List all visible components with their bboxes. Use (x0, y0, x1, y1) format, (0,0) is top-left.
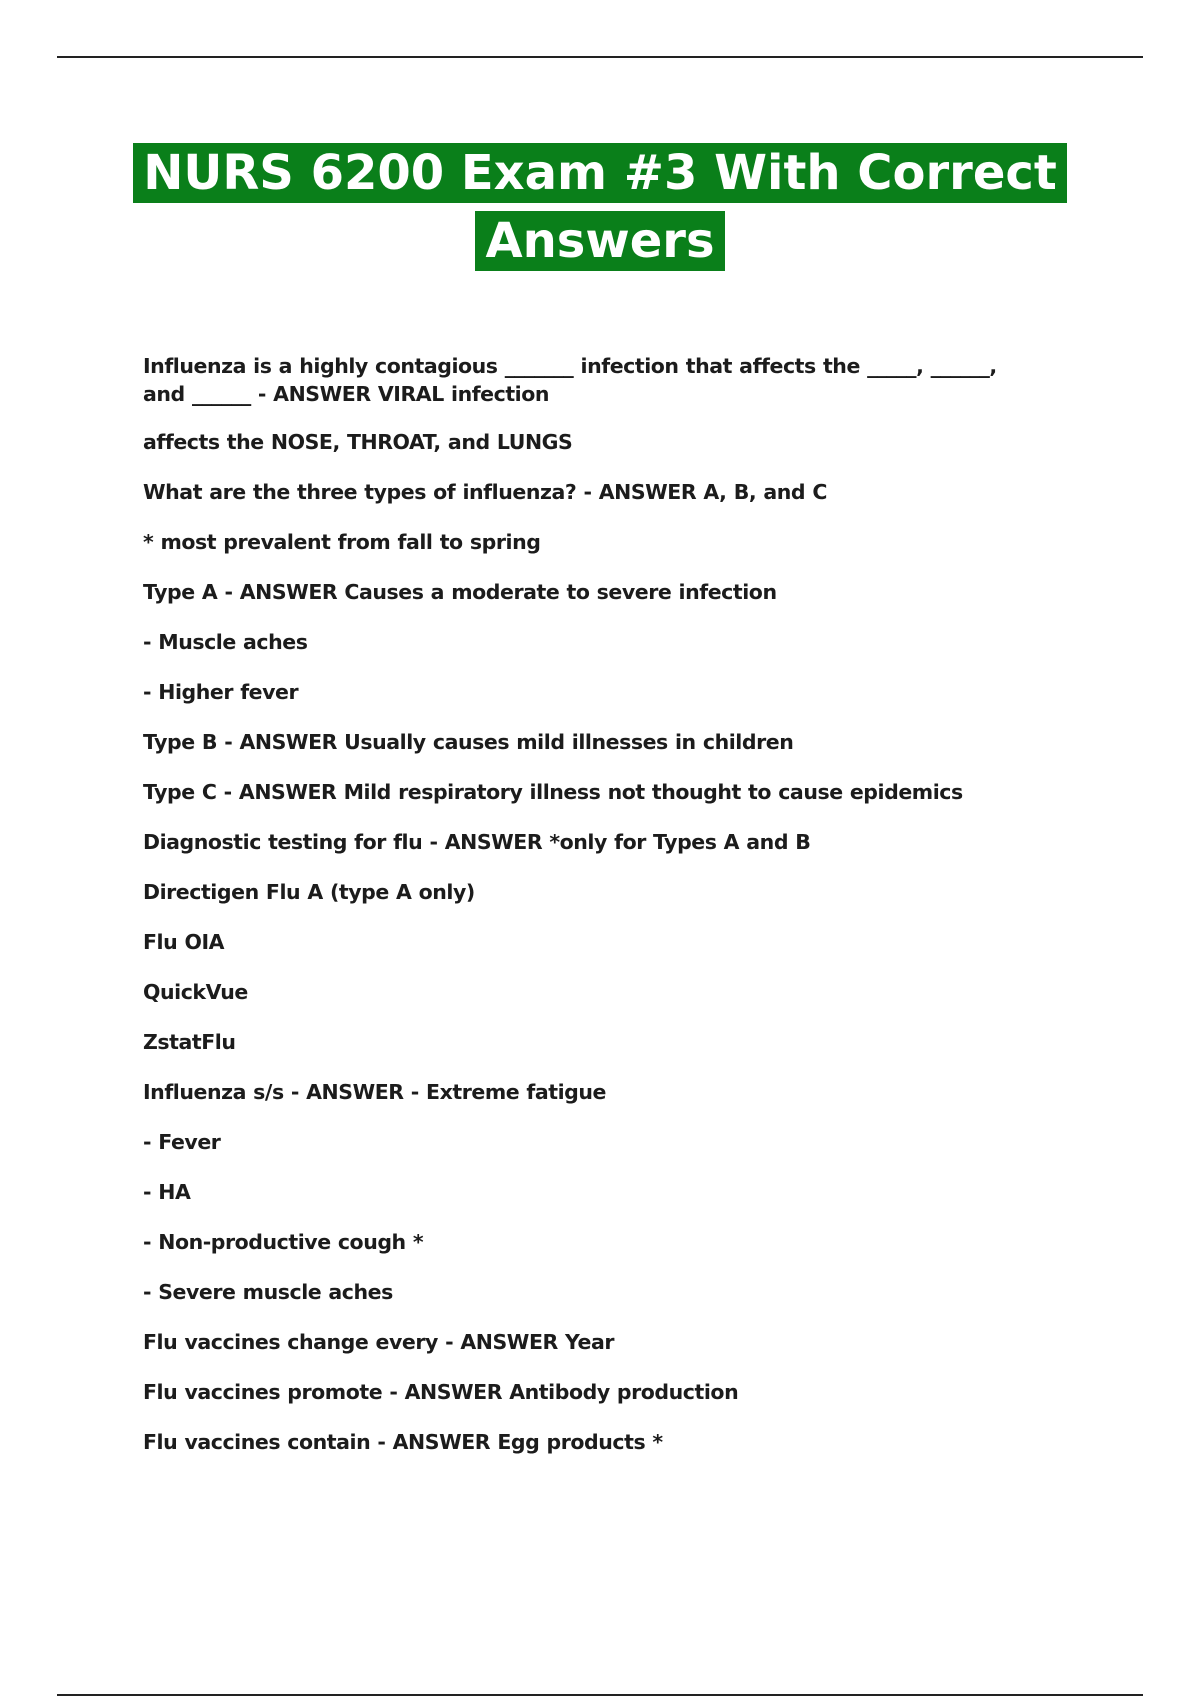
header-rule (57, 56, 1143, 58)
entry-text: - Severe muscle aches (143, 1280, 393, 1304)
document-body (143, 352, 1043, 1478)
entry-text: ZstatFlu (143, 1030, 236, 1054)
entry-text: - HA (143, 1180, 191, 1204)
entry-text: Type A - ANSWER Causes a moderate to severe infection (143, 580, 777, 604)
entry-text: affects the NOSE, THROAT, and LUNGS (143, 430, 573, 454)
entry-text: Type B - ANSWER Usually causes mild illnesses in children (143, 730, 794, 754)
entry-text: - Non-productive cough * (143, 1230, 424, 1254)
entry-text: Directigen Flu A (type A only) (143, 880, 475, 904)
entry-text: Diagnostic testing for flu - ANSWER *only for Types A and B (143, 830, 811, 854)
entry-text: What are the three types of influenza? - ANSWER A, B, and C (143, 480, 827, 504)
entry-text: Flu vaccines change every - ANSWER Year (143, 1330, 615, 1354)
entry-text: - Muscle aches (143, 630, 308, 654)
title-line-2: Answers (475, 211, 724, 271)
entry-text: - Fever (143, 1130, 221, 1154)
entry-text: Flu vaccines contain - ANSWER Egg products * (143, 1430, 663, 1454)
footer-rule (57, 1694, 1143, 1696)
entry-text: * most prevalent from fall to spring (143, 530, 541, 554)
entry-text: Flu vaccines promote - ANSWER Antibody production (143, 1380, 739, 1404)
entry-text: - Higher fever (143, 680, 299, 704)
entry-text: Influenza is a highly contagious _______ infection that affects the _____, ______, and ______ - ANSWER VIRAL infection (143, 354, 997, 406)
entry-text: Influenza s/s - ANSWER - Extreme fatigue (143, 1080, 606, 1104)
document-title (0, 143, 1200, 271)
title-line-1: NURS 6200 Exam #3 With Correct (133, 143, 1067, 203)
entry-text: Flu OIA (143, 930, 225, 954)
entry-text: Type C - ANSWER Mild respiratory illness not thought to cause epidemics (143, 780, 963, 804)
entry-text: QuickVue (143, 980, 248, 1004)
